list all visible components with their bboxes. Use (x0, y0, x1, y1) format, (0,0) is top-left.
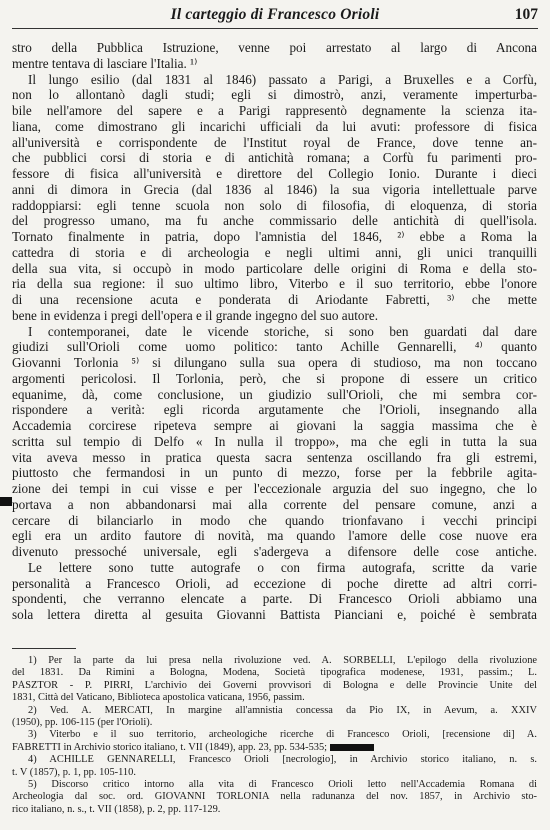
body-line: portava a non abbandonarsi mai alla corrente del pensare comune, anzi a (12, 496, 537, 512)
body-line: Le lettere sono tutte autografe o con firma autografa, scritte da varie (28, 559, 537, 575)
footnote-line: 4) ACHILLE GENNARELLI, Francesco Orioli [necrologio], in Archivio storico italiano, n. s. (28, 754, 537, 766)
body-line: della sua vita, si occupò in modo particolare delle origini di Roma e della sto- (12, 260, 537, 276)
header-rule (12, 28, 538, 29)
body-line: Accademia corcirese ripeteva sempre ai giovani la saggia massima che è (12, 418, 537, 433)
body-line: mentre tentava di lasciare l'Italia. ¹⁾ (12, 55, 198, 71)
body-line: egli era un ardito fautore di novità, ma quando l'amore delle cose nuove era (12, 528, 537, 544)
footnote-line: 2) Ved. A. MERCATI, In margine all'amnistia concessa da Pio IX, in Aevum, a. XXIV (28, 704, 537, 716)
body-line: fessore di fisica all'università e direttore del Collegio Ionio. Durante i dieci (12, 166, 537, 181)
running-title: Il carteggio di Francesco Orioli (170, 6, 380, 23)
footnote-line: 5) Discorso critico intorno alla vita di Francesco Orioli letto nell'Accademia Romana di (28, 778, 537, 790)
body-line: bile nell'amore del sapere e a Parigi rappresentò degnamente la scienza ita- (12, 103, 537, 118)
body-line: liana, come dimostrano gli incarichi ufficiali da lui avuti: professore di fisica (12, 118, 537, 134)
footnote-separator (12, 648, 76, 649)
body-line: equanime, dà, come conclusione, un giudizio sull'Orioli, che mi sembra cor- (12, 386, 537, 402)
body-line: scritta sul tempio di Delfo « In nulla il troppo», ma che egli in tutta la sua (12, 433, 537, 449)
body-line: ria della sua regione: il suo ultimo libro, Viterbo e il suo territorio, ebbe l'onore (12, 276, 537, 292)
body-line: anni di dimora in Grecia (dal 1836 al 1846) la sua vigoria intellettuale parve (12, 181, 537, 197)
body-line: divenuto pressoché universale, egli s'adergeva a difensore delle cose antiche. (12, 544, 537, 559)
page-number: 107 (514, 6, 538, 23)
body-line: cattedra di storia e di archeologia e negli ultimi anni, gli unici tranquilli (12, 244, 537, 260)
body-line: che pubblici corsi di storia e di antichità romana; a Corfù fu parimenti pro- (12, 150, 537, 166)
footnote-line: (1950), pp. 106-115 (per l'Orioli). (12, 716, 153, 728)
body-line: zione dei tempi in cui visse e per l'eccezionale arguzia del suo ingegno, che lo (12, 481, 537, 496)
body-line: non lo allontanò dagli studi; egli si dimostrò, anzi, veramente imperturba- (12, 87, 537, 103)
body-line: Il lungo esilio (dal 1831 al 1846) passato a Parigi, a Bruxelles e a Corfù, (28, 71, 537, 87)
footnote-line: Archeologia dal soc. ord. GIOVANNI TORLONIA nella radunanza del nov. 1857, in Archivio sto- (12, 791, 537, 803)
body-line: piuttosto che fermandosi in un punto di mezzo, forse per la febbrile agita- (12, 465, 537, 481)
body-line: rispondere a verità: egli ricorda argutamente che l'Orioli, insegnando alla (12, 402, 537, 418)
footnote-line: 3) Viterbo e il suo territorio, archeologiche ricerche di Francesco Orioli, [recensione di] A. (28, 729, 537, 741)
body-line: I contemporanei, date le vicende storiche, si sono ben guardati dal dare (28, 323, 537, 339)
body-line: di una recensione acuta e ponderata di Ariodante Fabretti, ³⁾ che mette (12, 292, 537, 307)
body-line: argomenti pericolosi. Il Torlonia, però, che si propone di essere un critico (12, 370, 537, 386)
body-line: stro della Pubblica Istruzione, venne poi arrestato al largo di Ancona (12, 40, 537, 55)
footnote-line: FABRETTI in Archivio storico italiano, t. VII (1849), app. 23, pp. 534-535; (12, 742, 537, 754)
body-line: bene in evidenza i pregi dell'opera e il grande ingegno del suo autore. (12, 307, 378, 323)
redaction-bar (330, 744, 374, 751)
body-line: personalità a Francesco Orioli, ad eccezione di poche dirette ad altri corri- (12, 575, 537, 591)
body-line: all'università e corrispondente de l'Institut royal de France, dove tenne an- (12, 134, 537, 150)
body-line: cercare di bilanciarlo in modo che quando trionfavano i vecchi principi (12, 512, 537, 528)
footnote-line: 1) Per la parte da lui presa nella rivoluzione ved. A. SORBELLI, L'epilogo della rivoluzione (28, 655, 537, 666)
body-line: sola lettera diretta al gesuita Giovanni Battista Pianciani e, poiché è sembrata (12, 607, 537, 622)
footnote-line: t. V (1857), p. 1, pp. 105-110. (12, 766, 136, 778)
body-line: del progresso umano, ma fu anche commissario delle antichità di quell'isola. (12, 213, 537, 229)
body-text (12, 40, 537, 623)
body-line: vita aveva messo in pratica questa sacra sentenza oscillando fra gli estremi, (12, 449, 537, 465)
footnote-line: rico italiano, n. s., t. VII (1858), p. 2, pp. 117-129. (12, 803, 221, 815)
body-line: Tornato finalmente in patria, dopo l'amnistia del 1846, ²⁾ ebbe a Roma la (12, 229, 537, 244)
body-line: raddoppiarsi: egli tenne scuola non solo di filosofia, di eloquenza, di storia (12, 197, 537, 213)
footnote-line: del 1831. Da Rimini a Bologna, Modena, Società tipografica modenese, 1931, passim.; L. (12, 667, 537, 679)
footnote-line: PÁSZTOR - P. PIRRI, L'archivio dei Governi provvisori di Bologna e delle Provincie Unite del (12, 679, 537, 691)
margin-mark (0, 497, 12, 506)
footnotes (12, 655, 537, 816)
footnote-line: 1831, Città del Vaticano, Biblioteca apostolica vaticana, 1956, passim. (12, 692, 305, 704)
body-line: Giovanni Torlonia ⁵⁾ si dilungano sulla sua opera di studioso, ma non toccano (12, 355, 537, 370)
body-line: spondenti, che verranno elencate a parte. Di Francesco Orioli abbiamo una (12, 591, 537, 607)
body-line: giudizi sull'Orioli come uomo politico: tanto Achille Gennarelli, ⁴⁾ quanto (12, 339, 537, 355)
